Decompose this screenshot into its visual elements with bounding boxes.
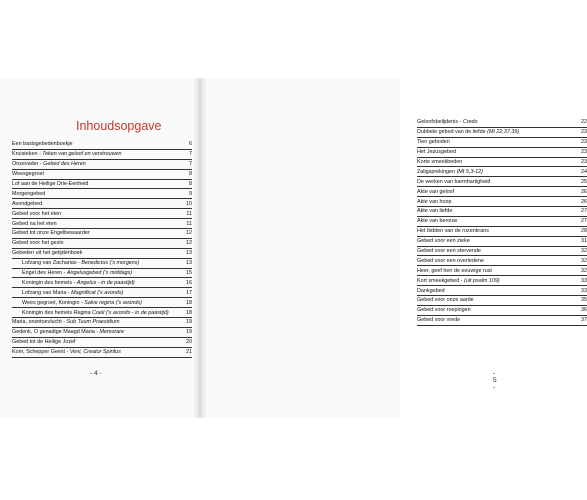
toc-entry bbox=[417, 197, 587, 207]
toc-entry bbox=[12, 338, 192, 348]
toc-entry-label: Wees gegroet, Koningin - bbox=[22, 299, 85, 306]
toc-entry-label: Koningin des hemels bbox=[22, 309, 74, 316]
toc-entry-title bbox=[12, 348, 121, 356]
toc-entry-page: 20 bbox=[186, 339, 192, 346]
toc-entry-page: 18 bbox=[186, 309, 192, 316]
toc-entry-subtitle: Benedictus ('s morgens) bbox=[81, 260, 140, 267]
toc-entry-page: 32 bbox=[581, 257, 587, 264]
toc-entry bbox=[417, 256, 587, 266]
toc-entry-page: 33 bbox=[581, 287, 587, 294]
toc-entry-page: 28 bbox=[581, 228, 587, 235]
toc-entry bbox=[12, 189, 192, 199]
toc-entry-label: Akte van geloof bbox=[417, 188, 455, 195]
toc-entry-title bbox=[417, 158, 462, 166]
toc-entry-title bbox=[12, 338, 76, 346]
toc-entry-label: Gebed tot onze Engelbewaarder bbox=[12, 230, 90, 237]
toc-entry-subtitle: Teken van geloof en verstrouwen bbox=[42, 151, 122, 158]
toc-entry-subtitle: (Mt 22,37.39) bbox=[487, 129, 520, 136]
toc-entry bbox=[12, 160, 192, 170]
toc-entry-label: Gebed voor onze aarde bbox=[417, 297, 474, 304]
toc-entry bbox=[12, 239, 192, 249]
toc-entry-subtitle: Magnificat ('s avonds) bbox=[71, 289, 124, 296]
toc-entry bbox=[12, 199, 192, 209]
toc-entry-page: 25 bbox=[581, 178, 587, 185]
toc-entry-subtitle: Memorare bbox=[99, 329, 125, 336]
toc-entry-label: Gebed voor het gezin bbox=[12, 240, 64, 247]
toc-entry-title bbox=[22, 259, 139, 267]
toc-entry-page: 27 bbox=[581, 218, 587, 225]
toc-entry-label: Avondgebed bbox=[12, 200, 43, 207]
toc-entry-page: 33 bbox=[581, 277, 587, 284]
toc-entry-title bbox=[417, 217, 457, 225]
toc-entry-subtitle: (uit psalm 109) bbox=[464, 277, 500, 284]
toc-entry-label: Kruisteken - bbox=[12, 151, 43, 158]
toc-entry-page: 9 bbox=[189, 190, 192, 197]
toc-entry bbox=[12, 259, 192, 269]
toc-entry-page: 13 bbox=[186, 260, 192, 267]
toc-entry bbox=[417, 207, 587, 217]
toc-entry-page: 24 bbox=[581, 168, 587, 175]
right-page bbox=[200, 78, 587, 418]
toc-entry-label: Korte smeekbeden bbox=[417, 158, 463, 165]
toc-entry-title bbox=[12, 150, 121, 158]
toc-entry-title bbox=[12, 328, 124, 336]
toc-entry-page: 13 bbox=[186, 250, 192, 257]
toc-entry-title bbox=[417, 227, 489, 235]
toc-entry-subtitle: Angelusgebed ('s middags) bbox=[66, 269, 133, 276]
toc-entry bbox=[417, 237, 587, 247]
toc-entry-label: Kom, Schepper Geest - bbox=[12, 349, 70, 356]
toc-entry bbox=[417, 316, 587, 326]
toc-entry-page: 12 bbox=[186, 230, 192, 237]
toc-entry-title bbox=[417, 257, 484, 265]
toc-entry bbox=[417, 306, 587, 316]
toc-entry-label: De werken van barmhartigheid bbox=[417, 178, 491, 185]
toc-list-right bbox=[417, 118, 587, 326]
toc-entry-label: Dubbele gebod van de liefde bbox=[417, 129, 488, 136]
toc-entry-page: 22 bbox=[581, 119, 587, 126]
toc-entry-label: Het Jezusgebed bbox=[417, 149, 456, 156]
toc-entry bbox=[12, 348, 192, 358]
toc-entry-label: Een basisgebedenboekje bbox=[12, 141, 73, 148]
toc-entry-title bbox=[417, 168, 483, 176]
toc-entry-page: 10 bbox=[186, 200, 192, 207]
toc-entry-title bbox=[417, 118, 478, 126]
toc-entry bbox=[417, 266, 587, 276]
page-number-left: - 4 - bbox=[90, 370, 102, 377]
toc-entry-label: Zaligsprekingen bbox=[417, 168, 457, 175]
toc-entry-label: Engel des Heren - bbox=[22, 269, 67, 276]
toc-entry-page: 18 bbox=[186, 299, 192, 306]
toc-entry bbox=[417, 286, 587, 296]
toc-entry-page: 31 bbox=[581, 238, 587, 245]
toc-entry-title bbox=[22, 279, 135, 287]
toc-entry bbox=[12, 298, 192, 308]
toc-entry-title bbox=[417, 188, 454, 196]
toc-entry bbox=[417, 148, 587, 158]
toc-entry-label: Kort smeekgebed - bbox=[417, 277, 465, 284]
toc-entry-page: 19 bbox=[186, 319, 192, 326]
toc-entry bbox=[12, 140, 192, 150]
toc-entry-page: 26 bbox=[581, 188, 587, 195]
toc-entry bbox=[12, 209, 192, 219]
toc-entry-page: 32 bbox=[581, 267, 587, 274]
toc-entry-label: Gedenk, O genadige Maagd Maria - bbox=[12, 329, 100, 336]
toc-entry-page: 32 bbox=[581, 247, 587, 254]
toc-entry-title bbox=[417, 207, 452, 215]
toc-entry bbox=[417, 217, 587, 227]
toc-entry-label: Gebed tot de Heilige Jozef bbox=[12, 339, 76, 346]
toc-entry bbox=[12, 249, 192, 259]
toc-entry bbox=[417, 158, 587, 168]
toc-entry-title bbox=[417, 178, 490, 186]
toc-entry bbox=[12, 318, 192, 328]
toc-entry-title bbox=[417, 316, 460, 324]
toc-entry bbox=[417, 187, 587, 197]
toc-entry-title bbox=[12, 220, 57, 228]
toc-entry-title bbox=[417, 277, 500, 285]
toc-entry-subtitle: (Mt 5,3-12) bbox=[456, 168, 483, 175]
toc-entry-label: Lof aan de Heilige Drie-Eenheid bbox=[12, 180, 89, 187]
toc-entry bbox=[12, 229, 192, 239]
toc-entry-title bbox=[12, 160, 86, 168]
toc-entry-label: Weesgegroet bbox=[12, 171, 44, 178]
toc-entry-page: 19 bbox=[186, 329, 192, 336]
toc-entry-label: Heer, geef hen de eeuwige rust bbox=[417, 267, 492, 274]
left-page bbox=[0, 78, 200, 418]
toc-entry-label: Maria, onzetoevlucht - bbox=[12, 319, 67, 326]
toc-entry bbox=[12, 180, 192, 190]
toc-list-left bbox=[12, 140, 192, 358]
toc-entry bbox=[12, 288, 192, 298]
toc-entry-label: Het bidden van de rozenkrans bbox=[417, 228, 489, 235]
toc-entry-title bbox=[417, 287, 445, 295]
toc-entry-subtitle: Angelus - in de paastijd) bbox=[76, 279, 135, 286]
toc-entry-label: Gebed voor een zieke bbox=[417, 238, 470, 245]
toc-entry-title bbox=[12, 229, 90, 237]
toc-entry-subtitle: Credo bbox=[462, 119, 478, 126]
toc-entry bbox=[417, 227, 587, 237]
toc-entry-label: Geloofsbelijdenis - bbox=[417, 119, 463, 126]
toc-entry-title bbox=[12, 318, 119, 326]
toc-entry-page: 12 bbox=[186, 240, 192, 247]
toc-entry bbox=[12, 170, 192, 180]
toc-entry-title bbox=[12, 180, 88, 188]
toc-entry-title bbox=[12, 210, 61, 218]
toc-entry-title bbox=[12, 200, 42, 208]
toc-entry-label: Onzevader - bbox=[12, 161, 44, 168]
book-gutter bbox=[193, 78, 207, 418]
toc-entry-page: 15 bbox=[186, 269, 192, 276]
toc-entry-label: Dankgebed bbox=[417, 287, 445, 294]
toc-entry-title bbox=[22, 289, 123, 297]
toc-entry-page: 6 bbox=[189, 141, 192, 148]
toc-entry bbox=[417, 296, 587, 306]
toc-entry-title bbox=[417, 198, 451, 206]
toc-entry-title bbox=[12, 170, 44, 178]
toc-entry-page: 8 bbox=[189, 180, 192, 187]
toc-entry-title bbox=[12, 140, 73, 148]
toc-entry-page: 7 bbox=[189, 161, 192, 168]
toc-entry-label: Akte van berouw bbox=[417, 218, 458, 225]
toc-entry bbox=[12, 308, 192, 318]
toc-entry-label: Gebed voor een overledene bbox=[417, 257, 484, 264]
toc-entry bbox=[417, 128, 587, 138]
toc-entry-title bbox=[417, 148, 456, 156]
toc-entry bbox=[12, 278, 192, 288]
toc-entry-subtitle: Gebed des Heren bbox=[43, 161, 86, 168]
toc-entry-page: 23 bbox=[581, 139, 587, 146]
toc-entry-title bbox=[22, 269, 132, 277]
booklet-spread bbox=[0, 78, 587, 418]
toc-entry-page: 17 bbox=[186, 289, 192, 296]
toc-entry bbox=[417, 247, 587, 257]
toc-entry-title bbox=[417, 237, 470, 245]
toc-entry-page: 8 bbox=[189, 171, 192, 178]
toc-entry-page: 7 bbox=[189, 151, 192, 158]
toc-entry-title bbox=[417, 128, 519, 136]
toc-entry-title bbox=[12, 239, 64, 247]
toc-entry-subtitle: Salve regina ('s avonds) bbox=[84, 299, 142, 306]
toc-entry bbox=[12, 269, 192, 279]
toc-entry bbox=[12, 219, 192, 229]
toc-entry-title bbox=[417, 306, 471, 314]
toc-entry-page: 23 bbox=[581, 129, 587, 136]
toc-entry-label: Akte van liefde bbox=[417, 208, 453, 215]
toc-entry bbox=[417, 138, 587, 148]
toc-entry-page: 11 bbox=[186, 210, 192, 217]
toc-entry-label: Lofzang van Maria - bbox=[22, 289, 72, 296]
page-title: Inhoudsopgave bbox=[76, 119, 162, 133]
toc-entry-page: 35 bbox=[581, 297, 587, 304]
toc-entry-page: 26 bbox=[581, 198, 587, 205]
toc-entry-page: 21 bbox=[186, 349, 192, 356]
toc-entry-label: Morgengebed bbox=[12, 190, 46, 197]
toc-entry-title bbox=[417, 138, 450, 146]
toc-entry-subtitle: Veni, Creator Spiritus bbox=[69, 349, 121, 356]
toc-entry-label: Gebed voor het eten bbox=[12, 210, 62, 217]
toc-entry-label: Koningin des hemels - bbox=[22, 279, 77, 286]
toc-entry-label: Gebeden uit het getijdenboek bbox=[12, 250, 83, 257]
toc-entry-title bbox=[417, 267, 492, 275]
toc-entry-title bbox=[12, 190, 45, 198]
toc-entry-page: 36 bbox=[581, 307, 587, 314]
toc-entry-title bbox=[22, 309, 169, 317]
toc-entry-title bbox=[417, 247, 481, 255]
toc-entry bbox=[12, 150, 192, 160]
toc-entry-label: Tien geboden bbox=[417, 139, 450, 146]
toc-entry-page: 23 bbox=[581, 158, 587, 165]
toc-entry-title bbox=[22, 299, 142, 307]
toc-entry bbox=[417, 167, 587, 177]
toc-entry-subtitle: Sub Tuum Praesidium bbox=[66, 319, 120, 326]
toc-entry-page: 37 bbox=[581, 317, 587, 324]
toc-entry-label: Akte van hoop bbox=[417, 198, 452, 205]
toc-entry-label: Lofzang van Zacharias - bbox=[22, 260, 82, 267]
toc-entry-page: 27 bbox=[581, 208, 587, 215]
toc-entry bbox=[417, 177, 587, 187]
toc-entry-subtitle: Regina Coeli ('s avonds - in de paastijd) bbox=[73, 309, 169, 316]
toc-entry-label: Gebed voor een stervende bbox=[417, 247, 481, 254]
toc-entry-title bbox=[12, 249, 82, 257]
toc-entry bbox=[417, 118, 587, 128]
toc-entry-title bbox=[417, 296, 474, 304]
toc-entry bbox=[12, 328, 192, 338]
toc-entry-page: 11 bbox=[186, 220, 192, 227]
toc-entry-page: 16 bbox=[186, 279, 192, 286]
toc-entry-page: 23 bbox=[581, 149, 587, 156]
toc-entry-label: Gebed voor roepingen bbox=[417, 307, 471, 314]
toc-entry-label: Gebed voor vrede bbox=[417, 317, 461, 324]
toc-entry-label: Gebed na het eten bbox=[12, 220, 57, 227]
page-number-right: - 5 - bbox=[493, 370, 497, 391]
toc-entry bbox=[417, 276, 587, 286]
